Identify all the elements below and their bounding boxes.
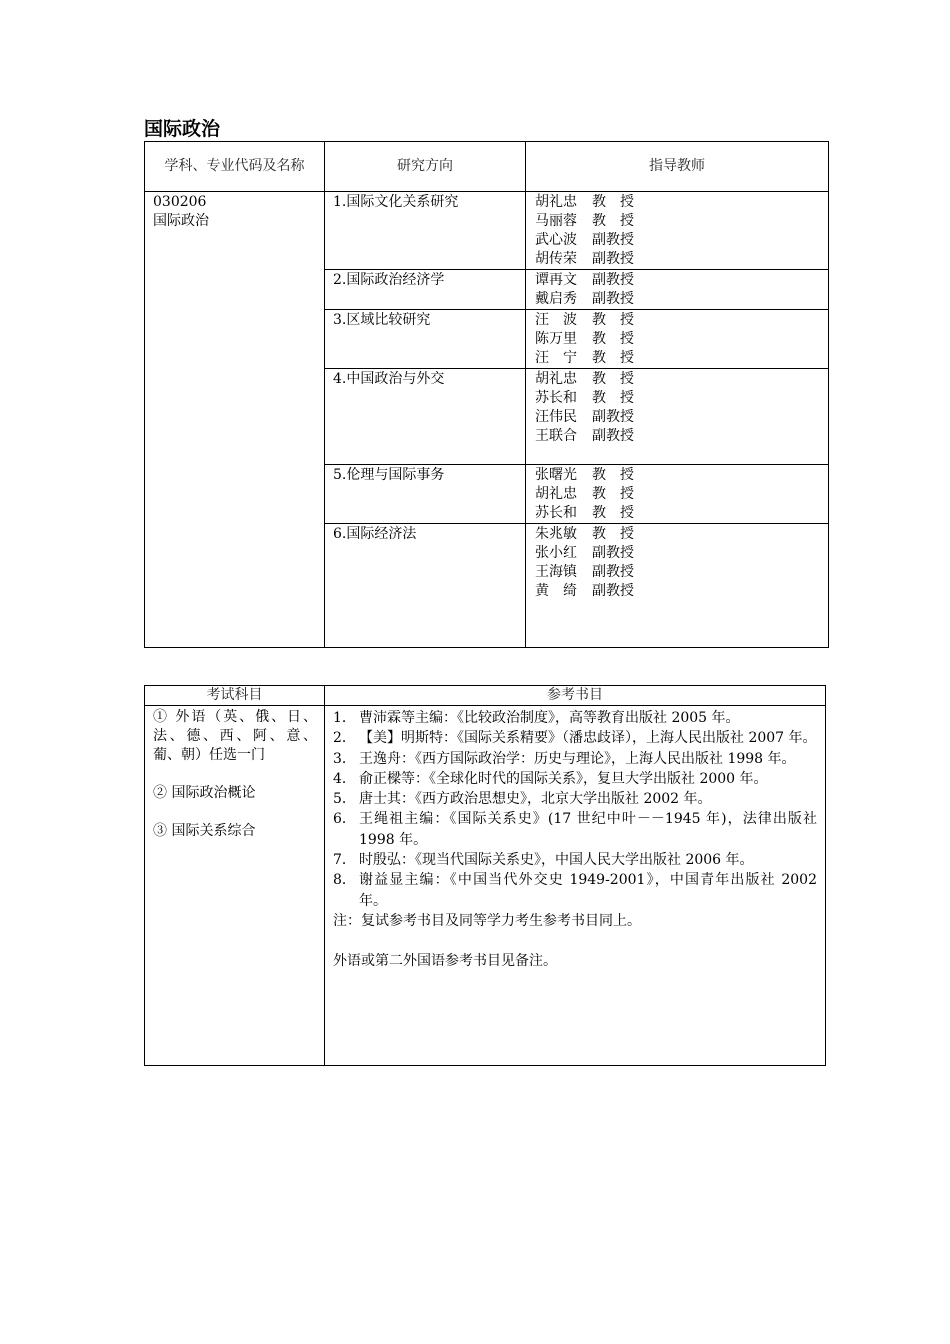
teacher-title: 教 授 (592, 312, 634, 328)
teacher-title: 副教授 (592, 545, 634, 561)
teacher-entry (535, 311, 828, 330)
book-number: 8． (333, 872, 356, 889)
teacher-list (526, 192, 829, 270)
teacher-title: 副教授 (592, 428, 634, 444)
teacher-title: 副教授 (592, 251, 634, 267)
teacher-title: 副教授 (592, 272, 634, 288)
teacher-name: 朱兆敏 (535, 526, 577, 542)
book-number: 4． (333, 770, 356, 787)
teacher-entry (535, 544, 828, 563)
teacher-name: 陈万里 (535, 331, 577, 347)
direction-name: 2.国际政治经济学 (325, 270, 526, 310)
teacher-entry (535, 330, 828, 349)
teacher-title: 教 授 (592, 194, 634, 210)
book-text: 【美】明斯特：《国际关系精要》（潘忠歧译），上海人民出版社 2007 年。 (359, 730, 817, 747)
teacher-entry (535, 212, 828, 231)
teacher-list (526, 465, 829, 524)
book-number: 5． (333, 791, 356, 808)
teacher-list (526, 369, 829, 465)
teacher-entry (535, 271, 828, 290)
teacher-name: 胡礼忠 (535, 486, 577, 502)
teacher-title: 教 授 (592, 505, 634, 521)
book-number: 3． (333, 750, 356, 767)
book-item (333, 769, 817, 789)
book-number: 2． (333, 730, 356, 747)
teacher-title: 副教授 (592, 232, 634, 248)
teacher-name: 王海镇 (535, 564, 577, 580)
teacher-list (526, 270, 829, 310)
teacher-name: 胡传荣 (535, 251, 577, 267)
teacher-name: 黄 绮 (535, 583, 577, 599)
book-item (333, 870, 817, 911)
teacher-name: 胡礼忠 (535, 371, 577, 387)
column-header-subjects: 考试科目 (145, 686, 325, 706)
direction-name: 5.伦理与国际事务 (325, 465, 526, 524)
teacher-title: 教 授 (592, 486, 634, 502)
table-row (145, 706, 826, 1066)
teacher-title: 教 授 (592, 526, 634, 542)
direction-name: 3.区域比较研究 (325, 310, 526, 369)
table-header-row (145, 142, 829, 192)
teacher-name: 汪伟民 (535, 409, 577, 425)
page-title: 国际政治 (144, 118, 221, 140)
teacher-name: 武心波 (535, 232, 577, 248)
table-header-row (145, 686, 826, 706)
teacher-entry (535, 231, 828, 250)
teacher-entry (535, 389, 828, 408)
teacher-title: 教 授 (592, 350, 634, 366)
exam-subject: ① 外语（英、俄、日、法、德、西、阿、意、葡、朝）任选一门 (153, 709, 317, 763)
teacher-title: 副教授 (592, 291, 634, 307)
teacher-list (526, 310, 829, 369)
teacher-entry (535, 582, 828, 601)
teacher-name: 王联合 (535, 428, 577, 444)
exam-subject: ③ 国际关系综合 (153, 823, 256, 839)
book-text: 曹沛霖等主编：《比较政治制度》，高等教育出版社 2005 年。 (359, 710, 740, 726)
teacher-entry (535, 504, 828, 523)
book-text: 谢益显主编：《中国当代外交史 1949-2001》，中国青年出版社 2002 年。 (359, 872, 817, 909)
direction-name: 1.国际文化关系研究 (325, 192, 526, 270)
book-text: 唐士其：《西方政治思想史》，北京大学出版社 2002 年。 (359, 791, 712, 808)
teacher-entry (535, 250, 828, 269)
teacher-name: 苏长和 (535, 390, 577, 406)
teacher-title: 教 授 (592, 213, 634, 229)
major-cell (145, 192, 325, 648)
teacher-entry (535, 290, 828, 309)
teacher-entry (535, 485, 828, 504)
direction-name: 4.中国政治与外交 (325, 369, 526, 465)
column-header-books: 参考书目 (325, 686, 826, 706)
teacher-title: 教 授 (592, 390, 634, 406)
major-code: 030206 (153, 194, 207, 210)
teacher-title: 教 授 (592, 371, 634, 387)
book-text: 俞正樑等：《全球化时代的国际关系》，复旦大学出版社 2000 年。 (359, 770, 768, 787)
exam-subjects-cell (145, 706, 325, 1066)
table-row (145, 192, 829, 270)
teacher-name: 戴启秀 (535, 291, 577, 307)
reference-books-cell (325, 706, 826, 1066)
teacher-name: 汪 波 (535, 312, 577, 328)
teacher-name: 张小红 (535, 545, 577, 561)
book-item (333, 789, 817, 809)
book-text: 时殷弘：《现当代国际关系史》，中国人民大学出版社 2006 年。 (359, 852, 754, 869)
teacher-title: 副教授 (592, 409, 634, 425)
teacher-name: 苏长和 (535, 505, 577, 521)
column-header-supervisor: 指导教师 (526, 142, 829, 192)
teacher-name: 张曙光 (535, 467, 577, 483)
teacher-entry (535, 525, 828, 544)
book-item (333, 728, 817, 748)
teacher-name: 汪 宁 (535, 350, 577, 366)
exam-table (144, 685, 826, 1066)
book-number: 1． (333, 710, 356, 726)
teacher-title: 教 授 (592, 331, 634, 347)
major-name: 国际政治 (153, 213, 209, 229)
teacher-title: 副教授 (592, 583, 634, 599)
retest-note: 注：复试参考书目及同等学力考生参考书目同上。 (333, 912, 641, 929)
book-number: 6． (333, 811, 356, 828)
book-item (333, 749, 817, 769)
supervisor-table (144, 141, 829, 648)
column-header-direction: 研究方向 (325, 142, 526, 192)
language-note: 外语或第二外国语参考书目见备注。 (333, 952, 557, 969)
teacher-entry (535, 563, 828, 582)
book-item (333, 850, 817, 870)
book-item (333, 708, 817, 728)
book-text: 王逸舟：《西方国际政治学：历史与理论》，上海人民出版社 1998 年。 (359, 750, 796, 767)
exam-subject: ② 国际政治概论 (153, 785, 256, 801)
direction-name: 6.国际经济法 (325, 524, 526, 648)
teacher-name: 谭再文 (535, 272, 577, 288)
teacher-name: 胡礼忠 (535, 194, 577, 210)
teacher-name: 马丽蓉 (535, 213, 577, 229)
book-number: 7． (333, 852, 356, 869)
teacher-entry (535, 349, 828, 368)
teacher-entry (535, 370, 828, 389)
teacher-entry (535, 466, 828, 485)
teacher-title: 教 授 (592, 467, 634, 483)
column-header-major: 学科、专业代码及名称 (145, 142, 325, 192)
book-item (333, 809, 817, 850)
teacher-entry (535, 427, 828, 446)
teacher-entry (535, 193, 828, 212)
teacher-list (526, 524, 829, 648)
teacher-entry (535, 408, 828, 427)
teacher-title: 副教授 (592, 564, 634, 580)
book-text: 王绳祖主编：《国际关系史》(17 世纪中叶－－1945 年)，法律出版社 1998 年。 (359, 811, 817, 848)
